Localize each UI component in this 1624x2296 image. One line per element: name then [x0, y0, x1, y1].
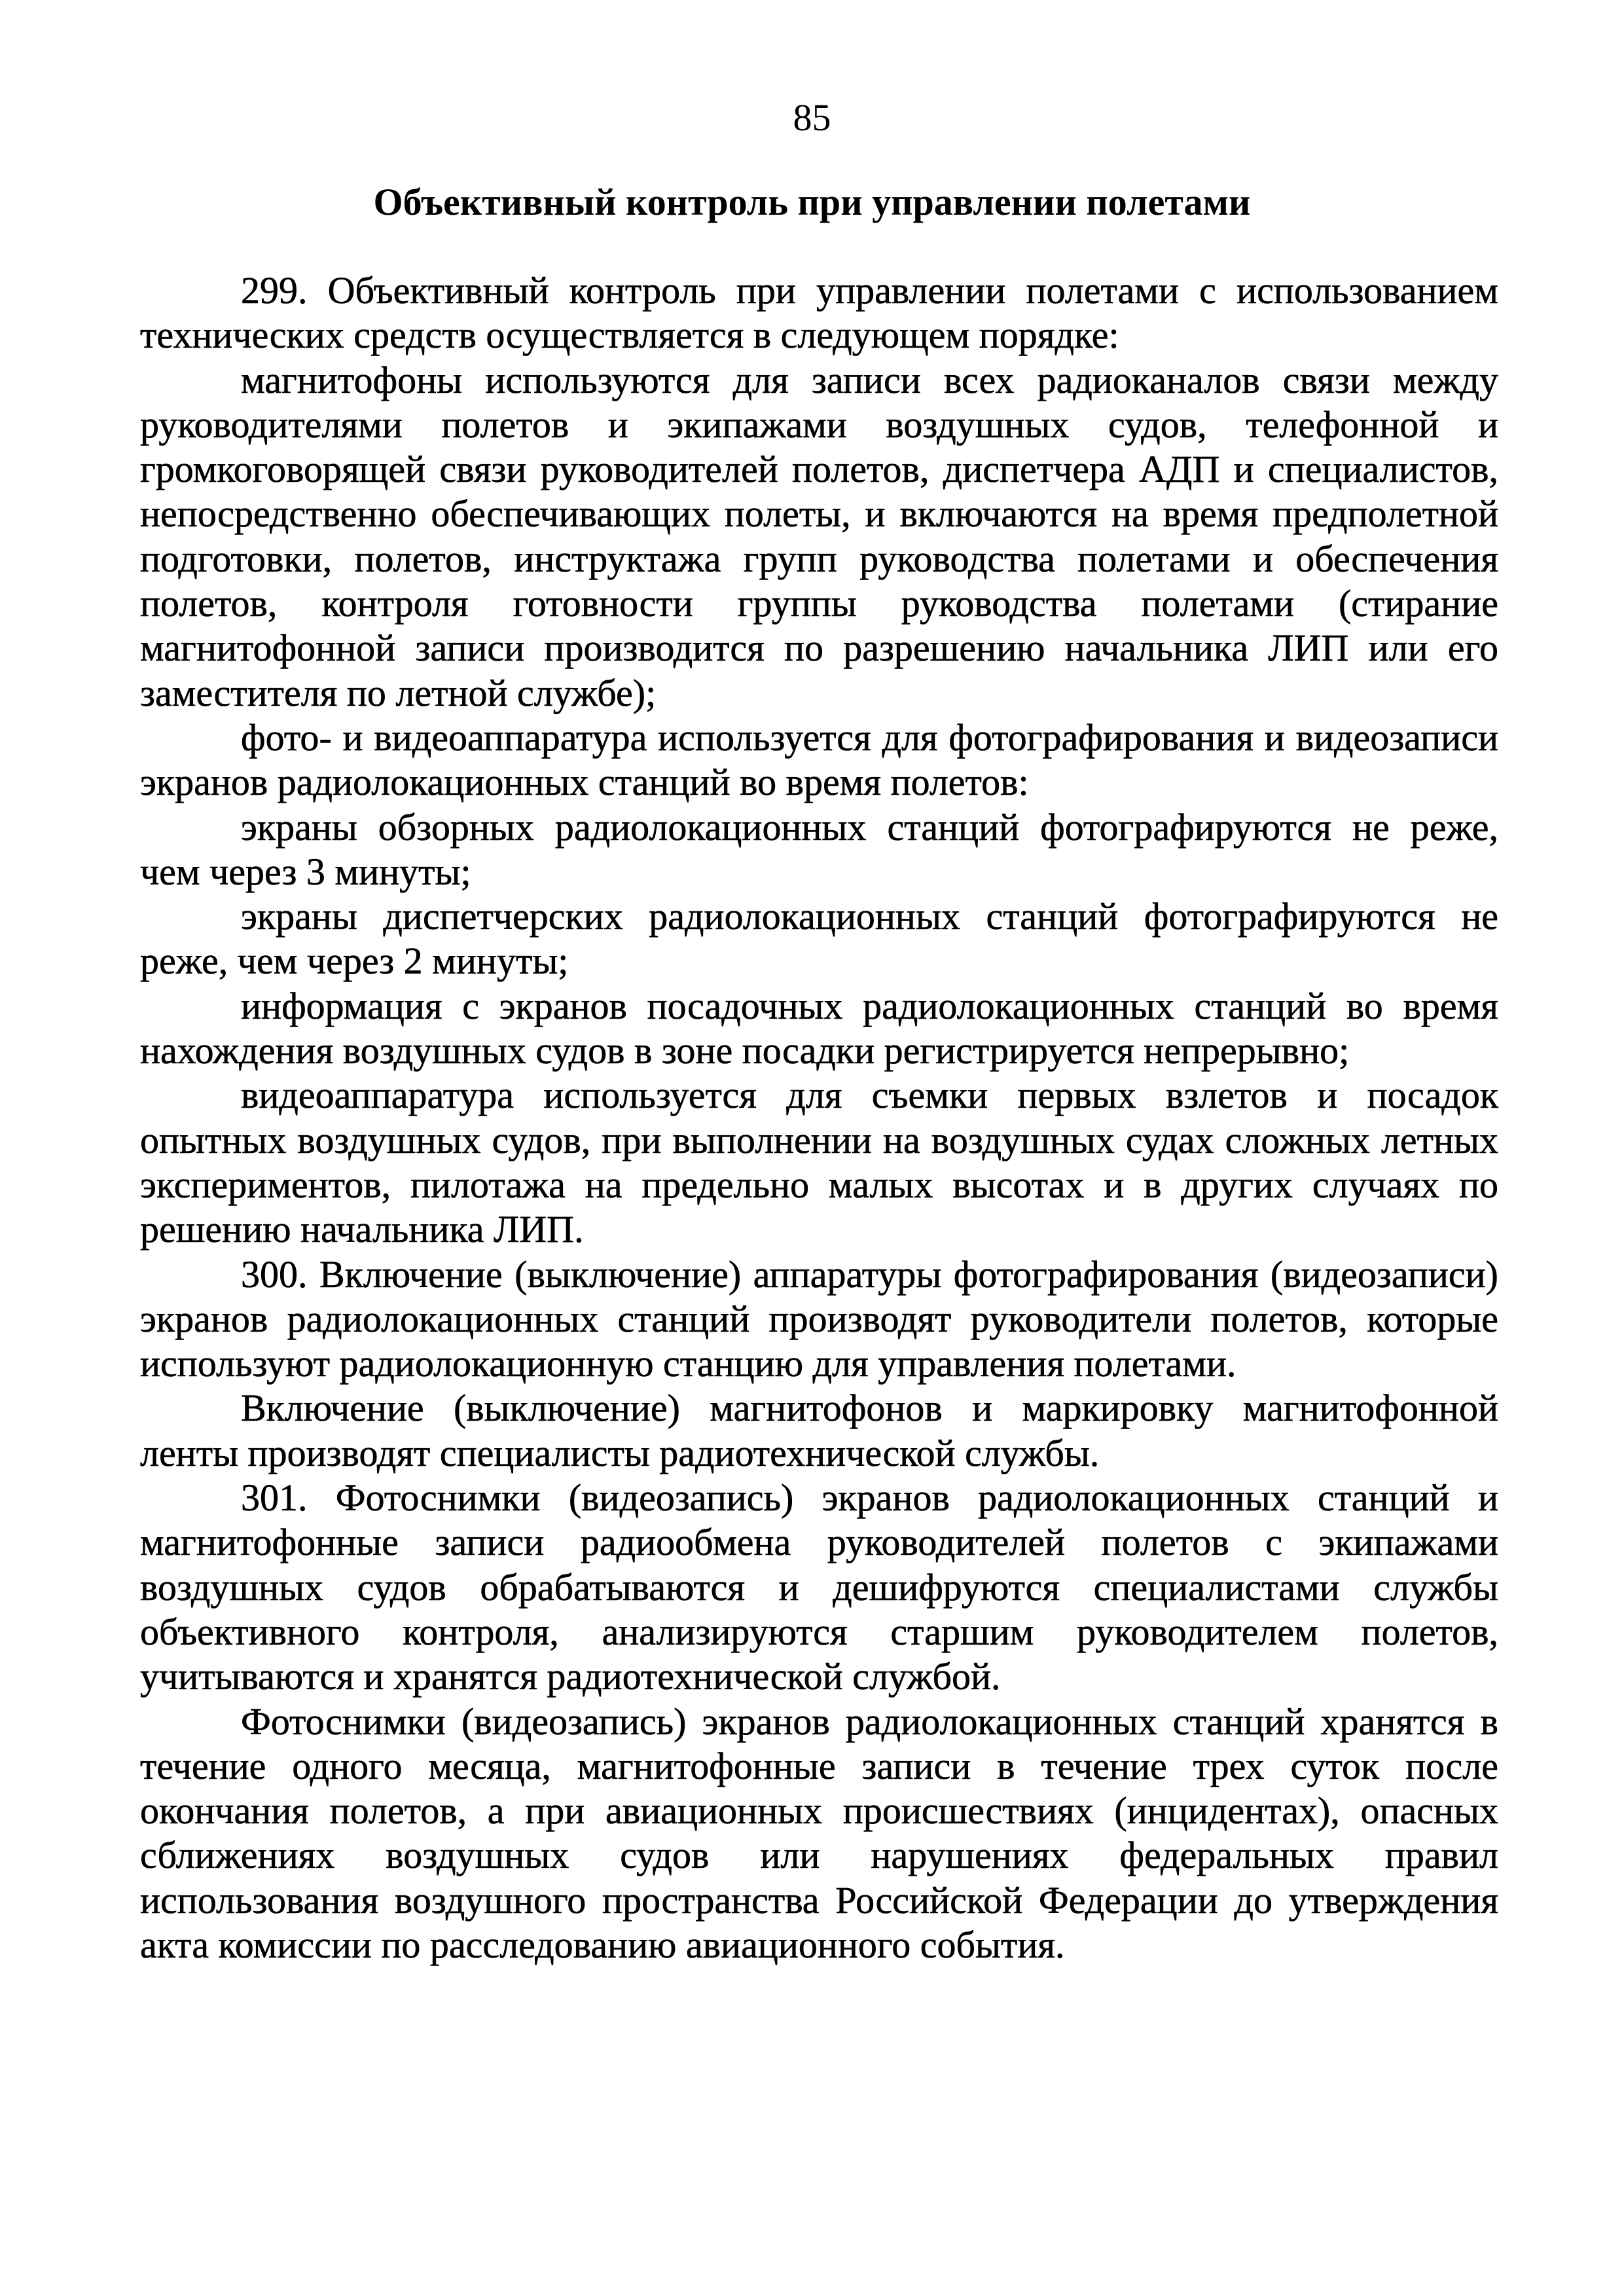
text-line: экраны диспетчерских радиолокационных станций фотографируются не [241, 895, 1498, 938]
paragraph [140, 1386, 1498, 1476]
document-body [140, 268, 1498, 1967]
paragraph [140, 894, 1498, 984]
paragraph [140, 358, 1498, 716]
text-line: непосредственно обеспечивающих полеты, и включаются на время предполетной [140, 492, 1498, 536]
text-line: акта комиссии по расследованию авиационного события. [140, 1923, 1065, 1966]
text-line: экранов радиолокационных станций производят руководители полетов, которые [140, 1297, 1498, 1340]
text-line: используют радиолокационную станцию для управления полетами. [140, 1342, 1236, 1385]
text-line: реже, чем через 2 минуты; [140, 939, 569, 983]
text-line: чем через 3 минуты; [140, 850, 471, 893]
text-line: экраны обзорных радиолокационных станций фотографируются не реже, [241, 805, 1498, 848]
text-line: окончания полетов, а при авиационных происшествиях (инцидентах), опасных [140, 1789, 1498, 1832]
text-line: сближениях воздушных судов или нарушениях федеральных правил [140, 1834, 1498, 1877]
paragraph [140, 1476, 1498, 1699]
page-number: 85 [793, 96, 831, 139]
text-line: заместителя по летной службе); [140, 671, 657, 714]
text-line: фото- и видеоаппаратура используется для фотографирования и видеозаписи [241, 716, 1498, 759]
text-line: 300. Включение (выключение) аппаратуры фотографирования (видеозаписи) [241, 1252, 1498, 1296]
paragraph [140, 1252, 1498, 1387]
text-line: Фотоснимки (видеозапись) экранов радиолокационных станций хранятся в [241, 1700, 1498, 1743]
text-line: видеоаппаратура используется для съемки первых взлетов и посадок [241, 1074, 1498, 1117]
text-line: Включение (выключение) магнитофонов и маркировку магнитофонной [241, 1387, 1498, 1430]
text-line: 299. Объективный контроль при управлении полетами с использованием [241, 269, 1498, 312]
paragraph [140, 805, 1498, 895]
text-line: учитываются и хранятся радиотехнической службой. [140, 1655, 1001, 1698]
text-line: магнитофоны используются для записи всех радиоканалов связи между [241, 358, 1498, 401]
text-line: магнитофонной записи производится по разрешению начальника ЛИП или его [140, 627, 1498, 670]
text-line: информация с экранов посадочных радиолокационных станций во время [241, 984, 1498, 1027]
text-line: воздушных судов обрабатываются и дешифруются специалистами службы [140, 1565, 1498, 1609]
text-line: 301. Фотоснимки (видеозапись) экранов радиолокационных станций и [241, 1476, 1498, 1520]
text-line: подготовки, полетов, инструктажа групп руководства полетами и обеспечения [140, 537, 1498, 580]
text-line: экранов радиолокационных станций во время полетов: [140, 761, 1029, 804]
text-line: течение одного месяца, магнитофонные записи в течение трех суток после [140, 1744, 1498, 1787]
text-line: руководителями полетов и экипажами воздушных судов, телефонной и [140, 403, 1498, 446]
text-line: магнитофонные записи радиообмена руководителей полетов с экипажами [140, 1521, 1498, 1564]
text-line: экспериментов, пилотажа на предельно малых высотах и в других случаях по [140, 1163, 1498, 1206]
paragraph [140, 984, 1498, 1074]
text-line: решению начальника ЛИП. [140, 1208, 584, 1251]
text-line: использования воздушного пространства Российской Федерации до утверждения [140, 1878, 1498, 1922]
section-title: Объективный контроль при управлении полетами [373, 181, 1251, 223]
paragraph [140, 268, 1498, 358]
text-line: полетов, контроля готовности группы руководства полетами (стирание [140, 582, 1498, 625]
text-line: объективного контроля, анализируются старшим руководителем полетов, [140, 1610, 1498, 1653]
text-line: технических средств осуществляется в следующем порядке: [140, 314, 1119, 357]
text-line: опытных воздушных судов, при выполнении на воздушных судах сложных летных [140, 1118, 1498, 1161]
paragraph [140, 716, 1498, 805]
text-line: нахождения воздушных судов в зоне посадки регистрируется непрерывно; [140, 1029, 1350, 1072]
paragraph [140, 1700, 1498, 1968]
paragraph [140, 1073, 1498, 1252]
text-line: ленты производят специалисты радиотехнической службы. [140, 1431, 1100, 1474]
text-line: громкоговорящей связи руководителей полетов, диспетчера АДП и специалистов, [140, 448, 1498, 491]
